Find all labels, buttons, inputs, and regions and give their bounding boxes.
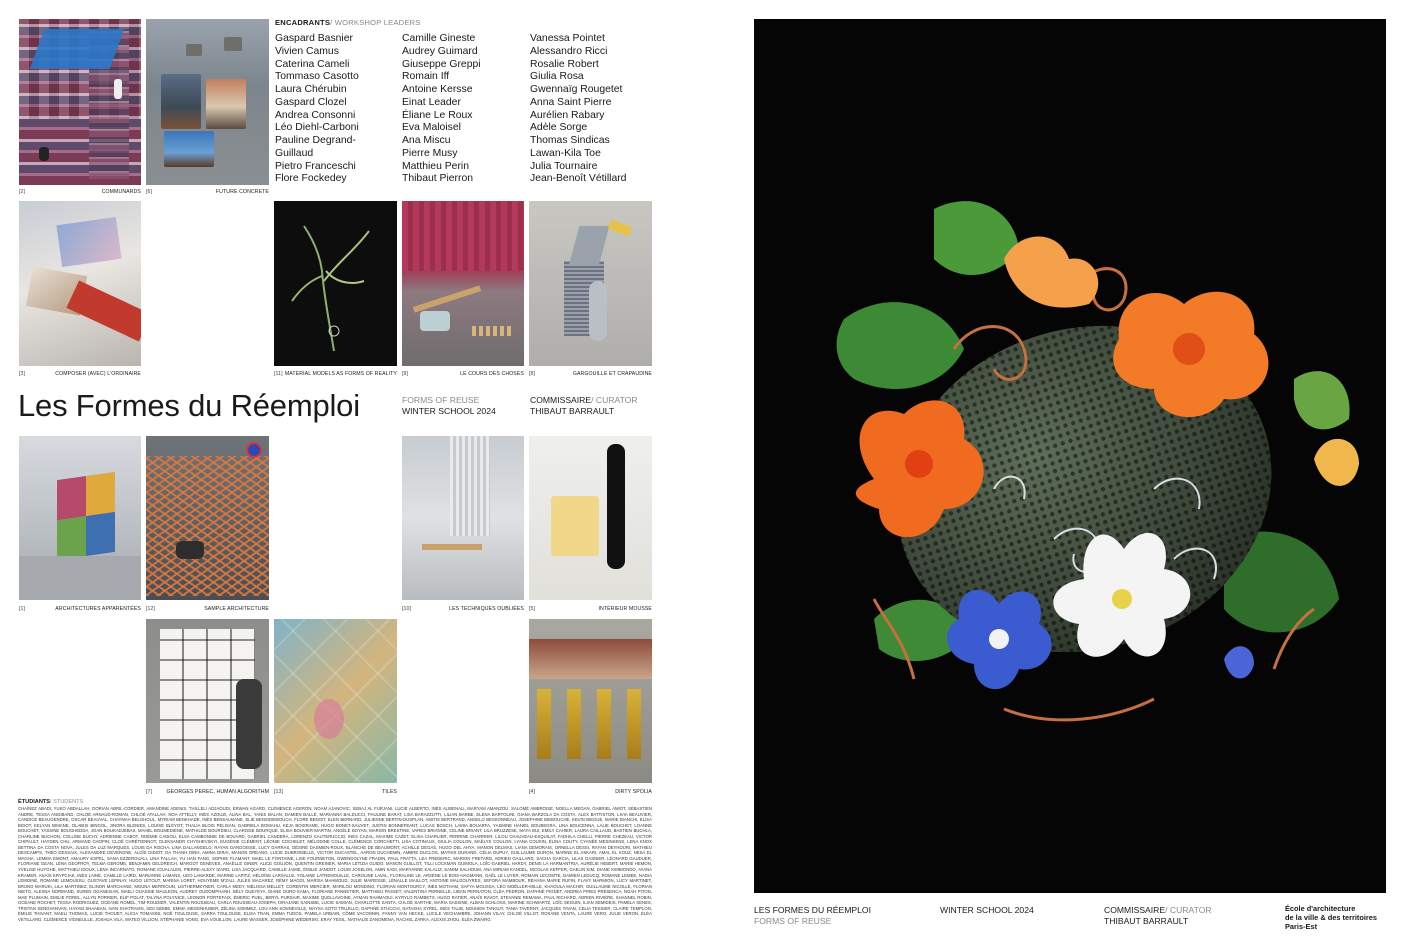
leader-name: Pierre Musy xyxy=(402,147,458,159)
leader-name: Lawan-Kila Toe xyxy=(530,147,601,159)
leader-name: Giulia Rosa xyxy=(530,71,584,83)
leader-name: Alessandro Ricci xyxy=(530,45,608,57)
photo-techniques-oubliees xyxy=(402,436,524,600)
leader-name: Thibaut Pierron xyxy=(402,173,474,185)
students-heading: ÉTUDIANTS/ STUDENTS xyxy=(18,799,84,805)
photo-tiles xyxy=(274,619,397,783)
photo-communards xyxy=(19,19,141,185)
flower-sculpture-illustration xyxy=(754,19,1386,893)
photo-dirty-spolia xyxy=(529,619,652,783)
footer-event: WINTER SCHOOL 2024 xyxy=(940,905,1034,915)
page-title: Les Formes du Réemploi xyxy=(18,388,360,423)
seaweed-illustration xyxy=(274,201,397,366)
footer-title-block: LES FORMES DU RÉEMPLOI FORMS OF REUSE xyxy=(754,905,871,926)
caption-dirty-spolia: [4] DIRTY SPOLIA xyxy=(529,789,652,795)
leader-name: Andrea Consonni xyxy=(275,109,356,121)
leader-name: Romain Iff xyxy=(402,71,450,83)
caption-future-concrete: [6] FUTURE CONCRETE xyxy=(146,189,269,195)
caption-architectures: [1] ARCHITECTURES APPARENTÉES xyxy=(19,606,141,612)
caption-interieur-mousse: [5] INTÉRIEUR MOUSSE xyxy=(529,606,652,612)
photo-georges-perec xyxy=(146,619,269,783)
footer-curator: COMMISSAIRE/ CURATOR THIBAUT BARRAULT xyxy=(1104,905,1212,926)
leader-name: Léo Diehl-Carboni xyxy=(275,122,359,134)
school-logo-text: École d'architecture de la ville & des territoires Paris-Est xyxy=(1285,904,1378,931)
leader-name: Aurélien Rabary xyxy=(530,109,605,121)
photo-architectures xyxy=(19,436,141,600)
workshop-leaders-heading: ENCADRANTS/ WORKSHOP LEADERS xyxy=(275,18,421,27)
leader-name: Gwennaïg Rougetet xyxy=(530,84,623,95)
leader-name: Eva Maloisel xyxy=(402,122,461,134)
photo-gargouille xyxy=(529,201,652,366)
leader-name: Laura Chérubin xyxy=(275,84,347,95)
caption-cours-des-choses: [9] LE COURS DES CHOSES xyxy=(402,371,524,377)
leader-name: Caterina Cameli xyxy=(275,58,350,70)
students-list: CHAÏNEZ ABADI, YUKO ABDALLAH, DORIAN ABRIL-CORDIER, AMANDINE ADENIS, THILLELI ADJAOUDI, ERWAN AGARD, CLÉMENCE AGERON, NOAM AJANOVIC, SEBAJ AL FURJANI, LUCIE ALBERTO, INÈS ALIBENALI, MARYAM AMANZOU, SALOMÉ AMBROISE, NOELLA MEGAN, GABRIEL AMIOT, SÉBASTIEN ANDRE, TESSA ANGIBAND, CHLOÉ ARNAUD-ROMAN, CHLOÉ ATALLAH, NOA ATTELLY, INÈS AZOUZI, ALINA BAL, YANIS BALAN, DAMIEN BALLÉ, MARIANNA BALDUCCI, PAULINE BARAT, LISA BARAZZUTTI, LILIAN BARBE, ELENA BARTOLINI, GIANA BARZOLA DA COSTA, ALEX BATTISTON, LIVIA BEAUVIER, CANDICE BEAUGENDRE, OSCAR BEAUVAL, CHAYMAA BELGHOUL, MYRIAM BENKHADE, INÈS BENSALMANE, ELIE BENSIDIEBOUCH, FLORE BENOIT, ELEN BERNARD, JULIENNE BERTIN-DUSPLAN, AMITIS BERTRAND, ANGELO BESSONNEAU, JOSEPHINE BIEBOUCHE, KEVIN BIEGUE, MARIE BIANCHI, ELISA BIGOT, KELYAN BIMANE, OLABISI BINGOL, JINORA BLENIES, LOUISE BLEYOT, THALIA BLOIS PELISAN, GABRIELA BOMAHU, KEJA BOISRAME, HUGO BONET-SAUVET, JUSTIN BONNEFEANT, LUCAS BOSCH, LAMIA BOUARFA, YASMINE HANIEL BOUBEGRA, LINA BOUCENNA, LALIE BOUCHET, LOANNE BOUCHET, YASSINE BOUGHEDDA, JOAN BOUKADJEBAS, MAHEL BOUMEDIENE, MATHILDE BOURDIEU, CLARISSE BOURQUE, ELISA BOUVIER-MARTIN, ANGÈLE BOYAN, MARION BRESTINE, VARES BRIANNE, CELINE BRIANT, LILA BRUZZESE, MAYA BUI, EMILY CAHIER, LAURA CAILLAUD, BASTIEN BUCHLA, CHARLINE BUCHON, COLLINE BUCHY, ADRIENNE CABOT, NOÉMIE CADIOU, ELSA CAMBONNIE DE BOUARD, GABRIEL CANDERA, LORENZO CAUTERUCCIO, INÈS CAZAL, MAXIME CAZET, ELISA CHARLIER, PERRINE CHARRIER, LILOU CHAUVEAU-ESQUILAT, FADHILA CHELLI, PIERRE CHEZEAU, VICTOR CHIPAULT, HAYDEN CHU, ARMAND CHOPIN, CLOÉ CHRÉTIENNOT, OLEKSANDR CHYSHEVSKYI, EUGÉNIE CLÉMENT, LÉONIE COCHELET, MÉLODINE COLLE, CLÉMENCE CORCHETTI, LISA COTINAUX, GIULIA COULON, MAËLYS COULON, LYANA COUSIN, ÉLINA COUTY, CYANÉE MESINKENS, LENA KNOX BETTINA DA COSTA NOVA, JULES DA LUZ MARQUES, LOUIS DA ROCHA, LINA DALLANGELO, RAYAN DANGOISSE, LUCY DARRAS, DÉSIRÉ DASMIEN-ROUX, BLANCHE DE BEAUMONT, ACHILLE DEGAS, HUGO DEL AHYA, MANON DELMAS, LIANA DEMORAIS, ORNELLA DESSI, RAYAN DEYHOURI, MATHIEU DESCAMPS, THÉO DESSAIX, ALEXANDRE DEVERGNE, ALOÏS DIDIOT, DA THANH DINH, AMINA DIRAI, MANON DREANO, LUCIE DUBROMELLE, VICTOR DUCASTEL, AARON DUCHEMIN, AMBRE DUCLOS, MATHIS DURAND, CÉLIA DUPUY, GUILLAUME DURON, MARINE EL ASKARI, AMAL EL KOUZ, NESA EL MAGHA, LEMMA EMONT, AMAURY ESPEL, SANA EZZEROUALI, LINA FALLAH, YU HAN FANG, SOPHIE FLAMANT, MAEL LE FONTAINE, LISE FOURNETON, GWENDOLYNE FRADIN, PAUL FRATTA, LEA FREDERIC, MARION FRETARD, ADRIEN GAILLARD, SACHA GARCIA, LILAS GASNIER, LÉONARD GAUDUER, FLORIANE GEAN, LÉNA GEOFROY, TELMA GEROME, BENJAMIN GELDREICH, MARGOT GENEVES, ANAËLLE GINER, ALICE GOUJON, QUENTIN GREINER, MARIA LETIZIA GUIDO, MANON GUILLOT, TILLI LOCKMAN GUIMOLA, LOÏC-GABRIEL HARDY, DENIS LA HARMANTRIA, AURÉLIE HEBERT, MARIE HEMON, YVELISE HUYGHE, MATTHIEU IDOUX, LÉNA INCARNATO, ROMANE IOUALALEN, PIERRE-ALEXY IZARD, LISA JACQUARD, CAMILLE JAIME, ÉMILIE JANDOT, LOUIS JOSELON, AMIN KADI, MARYANNE KALALIZ, SAMIM KALHOUM, ANA MIRIAM KANDEL, NICOLAS KEFFER, GAELIN KIM, DIANE KIMBIONDO, AYANA KRAMER, ANAÏS KRYPCIAK, INÈS LAINE, CAMILLE LAIRD, MARIANNE LAMANS, UGO LAMARDE, MARINE LAPITZ, HÉLOÏSE LARSALLE, YOLAINE LATREMOUILLE, CAROLINE LAVAL, FLORALINE LE, ARSÈNE LE BOIS-HAGMANN, GAËL LE LUYER, ROMAIN LECOMTE, DAMIEN LEDUCQ, ROMANE LEMEE, NADIA LEMOINE, ROMANE LEMOUSSU, GUSTAVE LEPINAY, HUGO LETOUT, MARINA LORET, HOUYEME M'ZALI, JULES MACAREZ, RÉMY MAGGI, MARISA MAHMOUD, JULIE MAIRESSE, LÉNALLE MAILLOT, ANTOINE MALGOUYRES, SEFORA MAMBOUR, REHANA MARIE RUFIN, FLAVY MARMION, LUCY MARTINET, BRUNO MARUKI, LILA MARTINEZ, ELINOR MARCHAND, MOUNA MERRIOUN, LISTHERMEYNER, CARLA MEDY, MÉLISSA MELLET, CORENTIN MERCIER, MARILOU MONDINO, FLORIAN MONTOURCY, INÈS MOTHAM, SAFYA MOUSSA, LÉO MOËLLER-MILLE, KHAOULA MACHIR, GUILLAUME NICOLLE, FLORIAN NIETO, ALEXNA NORMAND, SUREN OGANESIAN, MAELI OUASSIE MAULEON, AUDREY OUDOMPHANH, BÉLY OUEYEYA, DIANE OURO-SAMA, FLORIANE PANNETIER, MATTHIEU PASSET, VALENTINA PERNELLE, LIBAN PERNATON, CLÉA PEDRON, DAPHNÉ PIGNET, ANDREA PIRES PRESENCA, NOAH PITON, MAE PLUMAIN, EMILIE POREL, ALLYN PORRIER, ELIF POLAT, TALYNA POLYNICE, LEONOR PORTEFAIX, ÉMERIC PUEL, BERYL PURSAIR, MAXIME QUELLAVOINE, AYMAN RAHMAOUI, KYRYLO RAMBETS, HUGO RATIER, ANAÏS RAVOT, STEVANIE REMAMA, PAUL RICHARD, ADRIEN RIVIÈRE, SHANNEL ROBIN, OCÉANE ROCHET, TESSA RODRIGUEZ, OCÉANE ROMEL, TIM ROUDIER, VALENTIN ROUSSEAU, CARLA ROUSSEAU-JOSEPH, ISRAJANE SAINSBE, LUCIE SAMIAN, CHARLOTTE SANTA, CHLOÉ SARTHE, MARIA SASSINE, ALBAN SCHLOSS, MARINE SCHWARTZ, LOÏC SEGUIN, ILIAN SEMIDEIS, PAMELA SENES, TRISTAN SENGVANVAN, HAYAM SHAABAN, IVAN SHATRAVIN, SIDI SIDIBE, EMMA SIEGENHUBER, ZÉLINA SOMMEZ, LOU-ANN SONNEVILLE, MAYSA SOTO TRUJILLO, DAPHNÉ STUCCHI, NATASHA SYREL, INÈS TALIB, NOUHEM TANGUY, TANIA TAVERNY, JACQUES TAVAN, CELIA TESSIER, CLAIRE TEMPLON, EMILIE THIVANT, MAELI THOMAS, LUCIE THOUET, ALICIA TOMASINI, NOË TOULOUSE, SARRA TOULOUSE, ELISA TRAN, EMMA TUDOS, PAMELA URBAIN, CÔME VACONNIN, FANNY VAN HECKE, LUCILE VECHAMBRE, JOHANN VILAY, CHLOÉ VILLOT, ROXANE VENTA, LAURE VERO, JULIE VERON, ÉLÉA VETILLARD, CLÉMENCE VIGNEULLE, JOSHUA VILA, MATEO VILLION, STÉPHANIE VONG, EVA VOUILLON, LAURE WASSER, JOSÉPHINE WEDERSKI, ERAY YESIL, NATHALIE ZANOMENA, RACHEL ZARKA, ALEXIS ZHOU, ELÉA ZWAIRG xyxy=(18,806,652,922)
leader-name: Gaspard Clozel xyxy=(275,96,347,108)
photo-interieur-mousse xyxy=(529,436,652,600)
leader-name: Thomas Sindicas xyxy=(530,135,610,146)
leader-name: Flore Fockedey xyxy=(275,173,347,185)
hero-photo-flower-sculpture xyxy=(754,19,1386,893)
leader-name: Julia Tournaire xyxy=(530,160,598,172)
caption-composer: [3] COMPOSER (AVEC) L'ORDINAIRE xyxy=(19,371,141,377)
leader-name: Pauline Degrand- xyxy=(275,135,356,146)
caption-sample-architecture: [12] SAMPLE ARCHITECTURE xyxy=(146,606,269,612)
workshop-leaders-column-3 xyxy=(530,33,626,186)
leader-name: Pietro Franceschi xyxy=(275,160,356,172)
leader-name: Éliane Le Roux xyxy=(402,109,473,121)
leader-name: Antoine Kersse xyxy=(402,84,473,95)
caption-material-models: [11] MATERIAL MODELS AS FORMS OF REALITY xyxy=(274,371,397,377)
caption-tiles: [13] TILES xyxy=(274,789,397,795)
leader-name: Matthieu Perin xyxy=(402,160,469,172)
workshop-leaders-column-1 xyxy=(275,33,359,186)
workshop-leaders-column-2 xyxy=(402,33,481,186)
caption-communards: [2] COMMUNARDS xyxy=(19,189,141,195)
curator-block: COMMISSAIRE/ CURATOR THIBAUT BARRAULT xyxy=(530,395,638,416)
leader-name: Vivien Camus xyxy=(275,45,339,57)
leader-name: Jean-Benoît Vétillard xyxy=(530,173,627,185)
leader-name: Adèle Sorge xyxy=(530,122,588,134)
leader-name: Tommaso Casotto xyxy=(275,71,359,83)
leader-name: Camille Gineste xyxy=(402,33,476,44)
leader-name: Gaspard Basnier xyxy=(275,33,353,44)
photo-sample-architecture xyxy=(146,436,269,600)
photo-material-models xyxy=(274,201,397,366)
leader-name: Guillaud xyxy=(275,147,314,159)
leader-name: Anna Saint Pierre xyxy=(530,96,612,108)
caption-georges-perec: [7] GEORGES PEREC, HUMAN ALGORITHM xyxy=(146,789,269,795)
leader-name: Einat Leader xyxy=(402,96,461,108)
leader-name: Rosalie Robert xyxy=(530,58,599,70)
leader-name: Giuseppe Greppi xyxy=(402,58,481,70)
photo-composer xyxy=(19,201,141,366)
photo-future-concrete xyxy=(146,19,269,185)
caption-gargouille: [8] GARGOUILLE ET CRAPAUDINE xyxy=(529,371,652,377)
photo-cours-des-choses xyxy=(402,201,524,366)
leader-name: Ana Miscu xyxy=(402,135,451,146)
caption-techniques-oubliees: [10] LES TECHNIQUES OUBLIÉES xyxy=(402,606,524,612)
leader-name: Audrey Guimard xyxy=(402,45,478,57)
title-subtitle: FORMS OF REUSE WINTER SCHOOL 2024 xyxy=(402,395,496,416)
leader-name: Vanessa Pointet xyxy=(530,33,605,44)
